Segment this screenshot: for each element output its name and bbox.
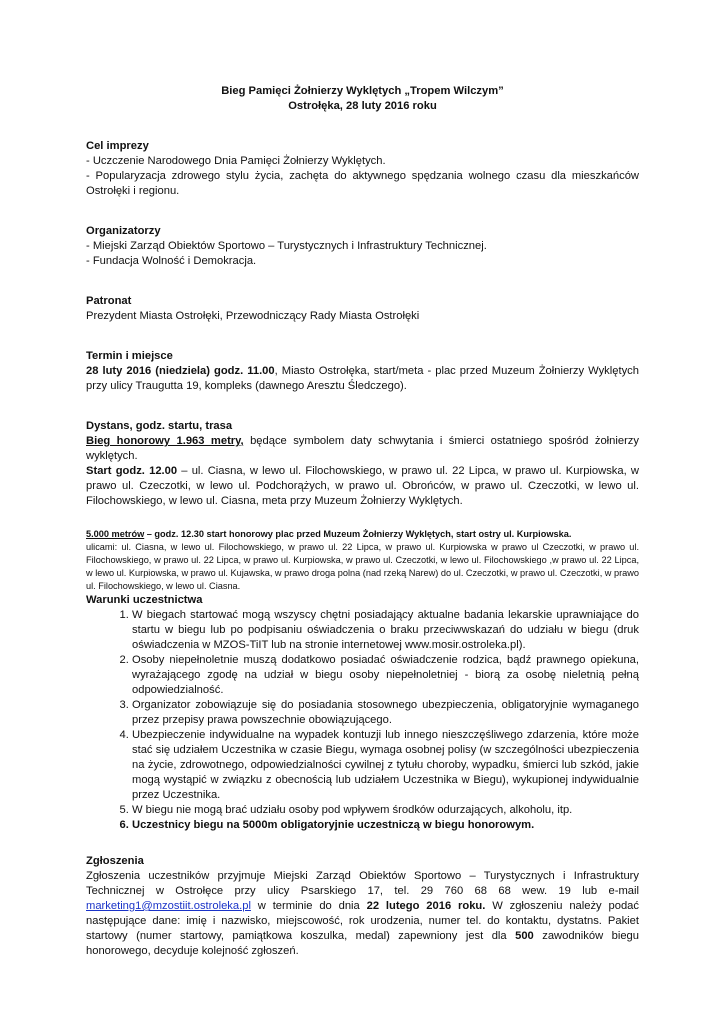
warunki-item-5: 5. W biegu nie mogą brać udziału osoby pod wpływem środków odurzających, alkoholu, itp. — [132, 803, 639, 818]
email-link[interactable]: marketing1@mzostiit.ostroleka.pl — [86, 900, 251, 912]
zgloszenia-text — [86, 869, 639, 959]
zgloszenia-count: 500 — [515, 930, 534, 942]
cel-line-1: - Uczczenie Narodowego Dnia Pamięci Żołnierzy Wyklętych. — [86, 155, 386, 167]
warunki-list — [86, 608, 639, 833]
warunki-item-1: 1. W biegach startować mogą wszyscy chętni posiadający aktualne badania lekarskie uprawniające do startu w biegu lub po podpisaniu oświadczenia o braku przeciwwskazań do udziału w biegu (druk oświadczenia w MZOS-TiIT lub na stronie internetowej www.mosir.ostroleka.pl). — [132, 608, 639, 653]
start-time: Start godz. 12.00 — [86, 465, 178, 477]
document-subtitle: Ostrołęka, 28 luty 2016 roku — [288, 100, 437, 112]
bieg-honorowy-desc: będące symbolem daty schwytania i śmierci ostatniego spośród żołnierzy wyklętych. — [86, 435, 639, 462]
start-route: – ul. Ciasna, w lewo ul. Filochowskiego, w prawo ul. 22 Lipca, w prawo ul. Kurpiowska, w prawo ul. Czeczotki, w lewo ul. Podchorążych, w prawo ul. Obrońców, w prawo ul. Czeczotki, w lewo ul. Filochowskiego, w lewo ul. Ciasna, meta przy Muzeum Żołnierzy Wyklętych. — [86, 465, 639, 507]
document-page — [86, 84, 639, 959]
run-5000-heading — [86, 528, 639, 541]
run-5000-label: 5.000 metrów — [86, 529, 145, 539]
bieg-honorowy-label: Bieg honorowy 1.963 metry, — [86, 435, 244, 447]
termin-place: , Miasto Ostrołęka, start/meta - plac przed Muzeum Żołnierzy Wyklętych przy ulicy Traugutta 19, kompleks (dawnego Aresztu Śledczego). — [86, 365, 639, 392]
bieg-honorowy-text — [86, 434, 639, 464]
section-heading-warunki: Warunki uczestnictwa — [86, 594, 203, 606]
termin-date: 28 luty 2016 (niedziela) godz. 11.00 — [86, 365, 275, 377]
termin-text — [86, 364, 639, 394]
document-title: Bieg Pamięci Żołnierzy Wyklętych „Tropem Wilczym” — [221, 85, 504, 97]
cel-line-2: - Popularyzacja zdrowego stylu życia, zachęta do aktywnego spędzania wolnego czasu dla mieszkańców Ostrołęki i regionu. — [86, 170, 639, 197]
zgloszenia-part-2: w terminie do dnia — [250, 900, 367, 912]
zgloszenia-part-3: W zgłoszeniu należy podać następujące dane: imię i nazwisko, miejscowość, rok urodzenia, numer tel. do kontaktu, dystatns. Pakiet startowy (numer startowy, pamiątkowa koszulka, medal) zapewniony jest dla — [86, 900, 639, 942]
section-heading-patronat: Patronat — [86, 295, 132, 307]
section-heading-termin: Termin i miejsce — [86, 350, 173, 362]
section-heading-cel: Cel imprezy — [86, 140, 149, 152]
section-heading-zgloszenia: Zgłoszenia — [86, 855, 144, 867]
warunki-item-3: 3. Organizator zobowiązuje się do posiadania stosownego ubezpieczenia, obligatoryjnie wymaganego przez przepisy prawa powszechnie obowiązującego. — [132, 698, 639, 728]
warunki-item-2: 2. Osoby niepełnoletnie muszą dodatkowo posiadać oświadczenie rodzica, bądź prawnego opiekuna, wyrażającego zgodę na udział w biegu osoby niepełnoletniej - biorą za osobę nieletnią pełną odpowiedzialność. — [132, 653, 639, 698]
run-5000-route: ulicami: ul. Ciasna, w lewo ul. Filochowskiego, w prawo ul. 22 Lipca, w prawo ul. Kurpiowska w prawo ul Czeczotki, w prawo ul. Filochowskiego, w prawo ul. 22 Lipca, w prawo ul. Kurpiowska, w prawo ul. Czeczotki, w lewo ul. Filochowskiego ,w prawo ul. 22 Lipca, w lewo ul. Kurpiowska, w prawo ul. Kujawska, w prawo droga polna (nad rzeką Narew) do ul. Czeczotki, w prawo ul. Czeczotki, w prawo ul. Filochowskiego, w lewo ul. Ciasna. — [86, 542, 640, 591]
section-heading-dystans: Dystans, godz. startu, trasa — [86, 420, 233, 432]
zgloszenia-part-1: Zgłoszenia uczestników przyjmuje Miejski Zarząd Obiektów Sportowo – Turystycznych i Infrastruktury Technicznej w Ostrołęce przy ulicy Psarskiego 17, tel. 29 760 68 68 wew. 19 lub e-mail — [86, 870, 639, 897]
warunki-item-4: 4. Ubezpieczenie indywidualne na wypadek kontuzji lub innego nieszczęśliwego zdarzenia, które może stać się udziałem Uczestnika w czasie Biegu, wymaga osobnej polisy (w szczególności ubezpieczenia na życie, zdrowotnego, odpowiedzialności cywilnej z tytułu choroby, wypadku, śmierci lub szkód, jakie mogą wystąpić w związku z obecnością lub udziałem Uczestnika w Biegu), wykupionej indywidualnie przez Uczestnika. — [132, 728, 639, 803]
patronat-text: Prezydent Miasta Ostrołęki, Przewodniczący Rady Miasta Ostrołęki — [86, 310, 420, 322]
start-route-text — [86, 464, 639, 509]
section-heading-organizatorzy: Organizatorzy — [86, 225, 161, 237]
zgloszenia-part-4: zawodników biegu honorowego, decyduje kolejność zgłoszeń. — [86, 930, 639, 957]
zgloszenia-deadline: 22 lutego 2016 roku. — [366, 900, 486, 912]
warunki-item-6: 6. Uczestnicy biegu na 5000m obligatoryjnie uczestniczą w biegu honorowym. — [132, 818, 639, 833]
organizator-line-2: - Fundacja Wolność i Demokracja. — [86, 255, 257, 267]
run-5000-start: – godz. 12.30 start honorowy plac przed Muzeum Żołnierzy Wyklętych, start ostry ul. Kurpiowska. — [144, 529, 572, 539]
organizator-line-1: - Miejski Zarząd Obiektów Sportowo – Turystycznych i Infrastruktury Technicznej. — [86, 240, 487, 252]
